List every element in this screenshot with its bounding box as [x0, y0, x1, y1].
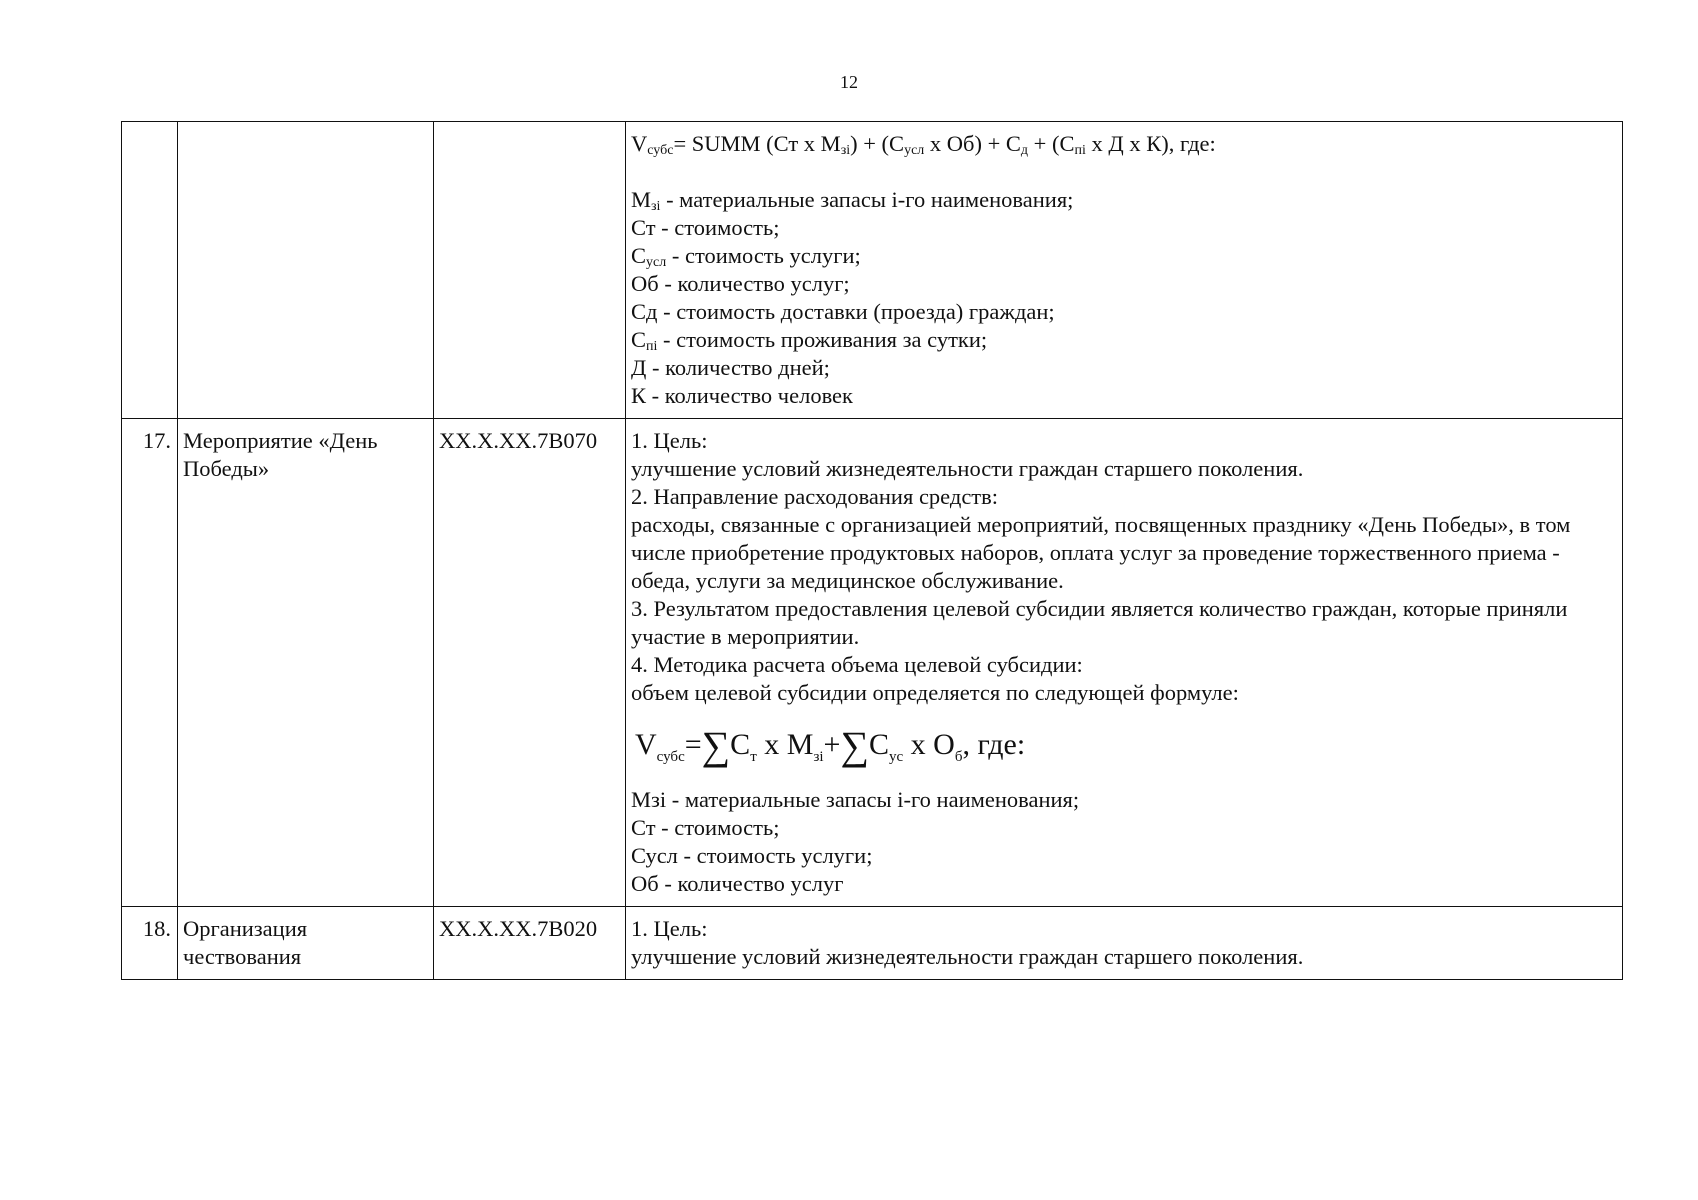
row-number: 18.: [122, 907, 178, 980]
definition-line: $М_{зi}$ - материальные запасы i-го наименования;: [631, 187, 1074, 214]
goal-title: 1. Цель:: [631, 428, 708, 453]
budget-code: XX.X.XX.7B070: [434, 419, 626, 907]
definition-line: Сд - стоимость доставки (проезда) граждан;: [631, 299, 1055, 324]
cell-code-empty: [434, 122, 626, 419]
goal-title: 1. Цель:: [631, 916, 708, 941]
method-title: 4. Методика расчета объема целевой субсидии:: [631, 652, 1083, 677]
goal-text: улучшение условий жизнедеятельности граждан старшего поколения.: [631, 944, 1304, 969]
spacer: [631, 158, 1616, 186]
definition-line: $С_{пi}$ - стоимость проживания за сутки;: [631, 327, 988, 354]
definition-line: К - количество человек: [631, 383, 853, 408]
page-number: 12: [840, 72, 858, 92]
cell-description: [626, 907, 1623, 980]
cell-description: [626, 419, 1623, 907]
event-name: Организация чествования: [178, 907, 434, 980]
cell-name-empty: [178, 122, 434, 419]
method-text: объем целевой субсидии определяется по следующей формуле:: [631, 680, 1239, 705]
direction-title: 2. Направление расходования средств:: [631, 484, 999, 509]
cell-description: [626, 122, 1623, 419]
event-name: Мероприятие «День Победы»: [178, 419, 434, 907]
definition-line: Ст - стоимость;: [631, 215, 780, 240]
table-row-17: [122, 419, 1623, 907]
definition-line: Ст - стоимость;: [631, 815, 780, 840]
direction-text: расходы, связанные с организацией мероприятий, посвященных празднику «День Победы», в том числе приобретение продуктовых наборов, оплата услуг за проведение торжественного приема - обеда, услуги за медицинское обслуживание.: [631, 512, 1571, 593]
definition-line: Сусл - стоимость услуги;: [631, 843, 873, 868]
subsidy-table: [121, 121, 1623, 980]
definition-line: Мзi - материальные запасы i-го наименования;: [631, 787, 1080, 812]
cell-number-empty: [122, 122, 178, 419]
definition-line: Д - количество дней;: [631, 355, 830, 380]
row-number: 17.: [122, 419, 178, 907]
result-text: 3. Результатом предоставления целевой субсидии является количество граждан, которые приняли участие в мероприятии.: [631, 596, 1568, 649]
table-row-18: [122, 907, 1623, 980]
table-row-continuation: [122, 122, 1623, 419]
goal-text: улучшение условий жизнедеятельности граждан старшего поколения.: [631, 456, 1304, 481]
formula-summ: $V_{субс}=$ SUMM (Ст х $М_{зi}) + (С_{усл}$ х $Об) + С_д + (С_{пi}$ х Д х К), где:: [631, 131, 1216, 158]
definition-line: Об - количество услуг: [631, 871, 844, 896]
formula-sum: $V_{субс}=\sum C_т$ x $M_{зi}+\sum C_{ус}$ x $O_б$, где:: [635, 723, 1026, 768]
definition-line: $С_{усл}$ - стоимость услуги;: [631, 243, 861, 270]
budget-code: XX.X.XX.7B020: [434, 907, 626, 980]
definition-line: Об - количество услуг;: [631, 271, 850, 296]
